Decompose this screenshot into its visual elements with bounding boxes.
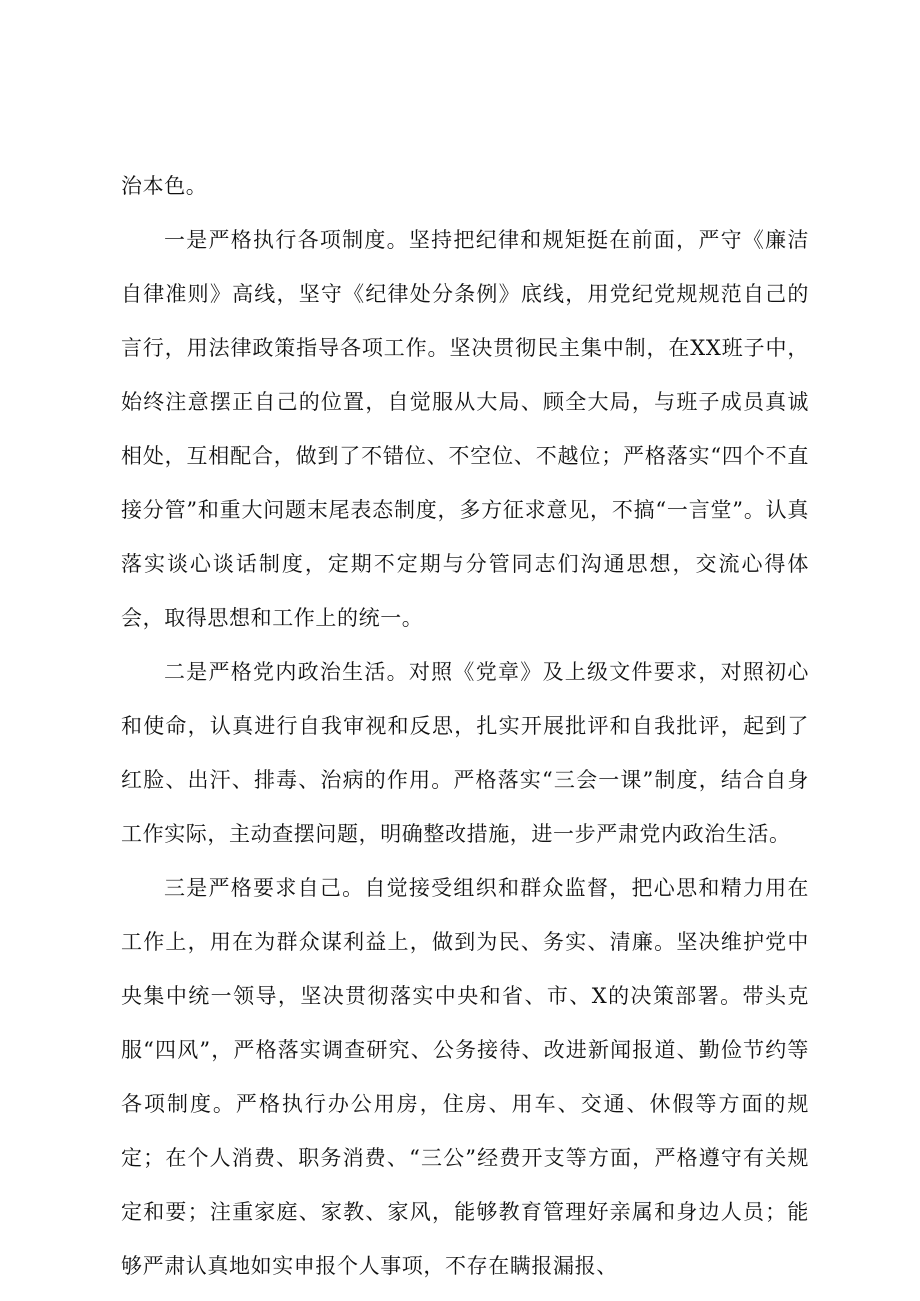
paragraph-self-discipline: 三是严格要求自己。自觉接受组织和群众监督，把心思和精力用在工作上，用在为群众谋利益上，做到为民、务实、清廉。坚决维护党中央集中统一领导，坚决贯彻落实中央和省、市、X的决策部署。带头克服“四风”，严格落实调查研究、公务接待、改进新闻报道、勤俭节约等各项制度。严格执行办公用房，住房、用车、交通、休假等方面的规定；在个人消费、职务消费、“三公”经费开支等方面，严格遵守有关规定和要；注重家庭、家教、家风，能够教育管理好亲属和身边人员；能够严肃认真地如实申报个人事项，不存在瞒报漏报、 [121,876,809,1278]
document-body [121,159,809,1293]
paragraph-continuation: 治本色。 [121,174,208,198]
paragraph-strict-rules: 一是严格执行各项制度。坚持把纪律和规矩挺在前面，严守《廉洁自律准则》高线，坚守《纪律处分条例》底线，用党纪党规规范自己的言行，用法律政策指导各项工作。坚决贯彻民主集中制，在XX班子中，始终注意摆正自己的位置，自觉服从大局、顾全大局，与班子成员真诚相处，互相配合，做到了不错位、不空位、不越位；严格落实“四个不直接分管”和重大问题末尾表态制度，多方征求意见，不搞“一言堂”。认真落实谈心谈话制度，定期不定期与分管同志们沟通思想，交流心得体会，取得思想和工作上的统一。 [121,228,809,630]
paragraph-party-life: 二是严格党内政治生活。对照《党章》及上级文件要求，对照初心和使命，认真进行自我审视和反思，扎实开展批评和自我批评，起到了红脸、出汗、排毒、治病的作用。严格落实“三会一课”制度，结合自身工作实际，主动查摆问题，明确整改措施，进一步严肃党内政治生活。 [121,660,809,846]
